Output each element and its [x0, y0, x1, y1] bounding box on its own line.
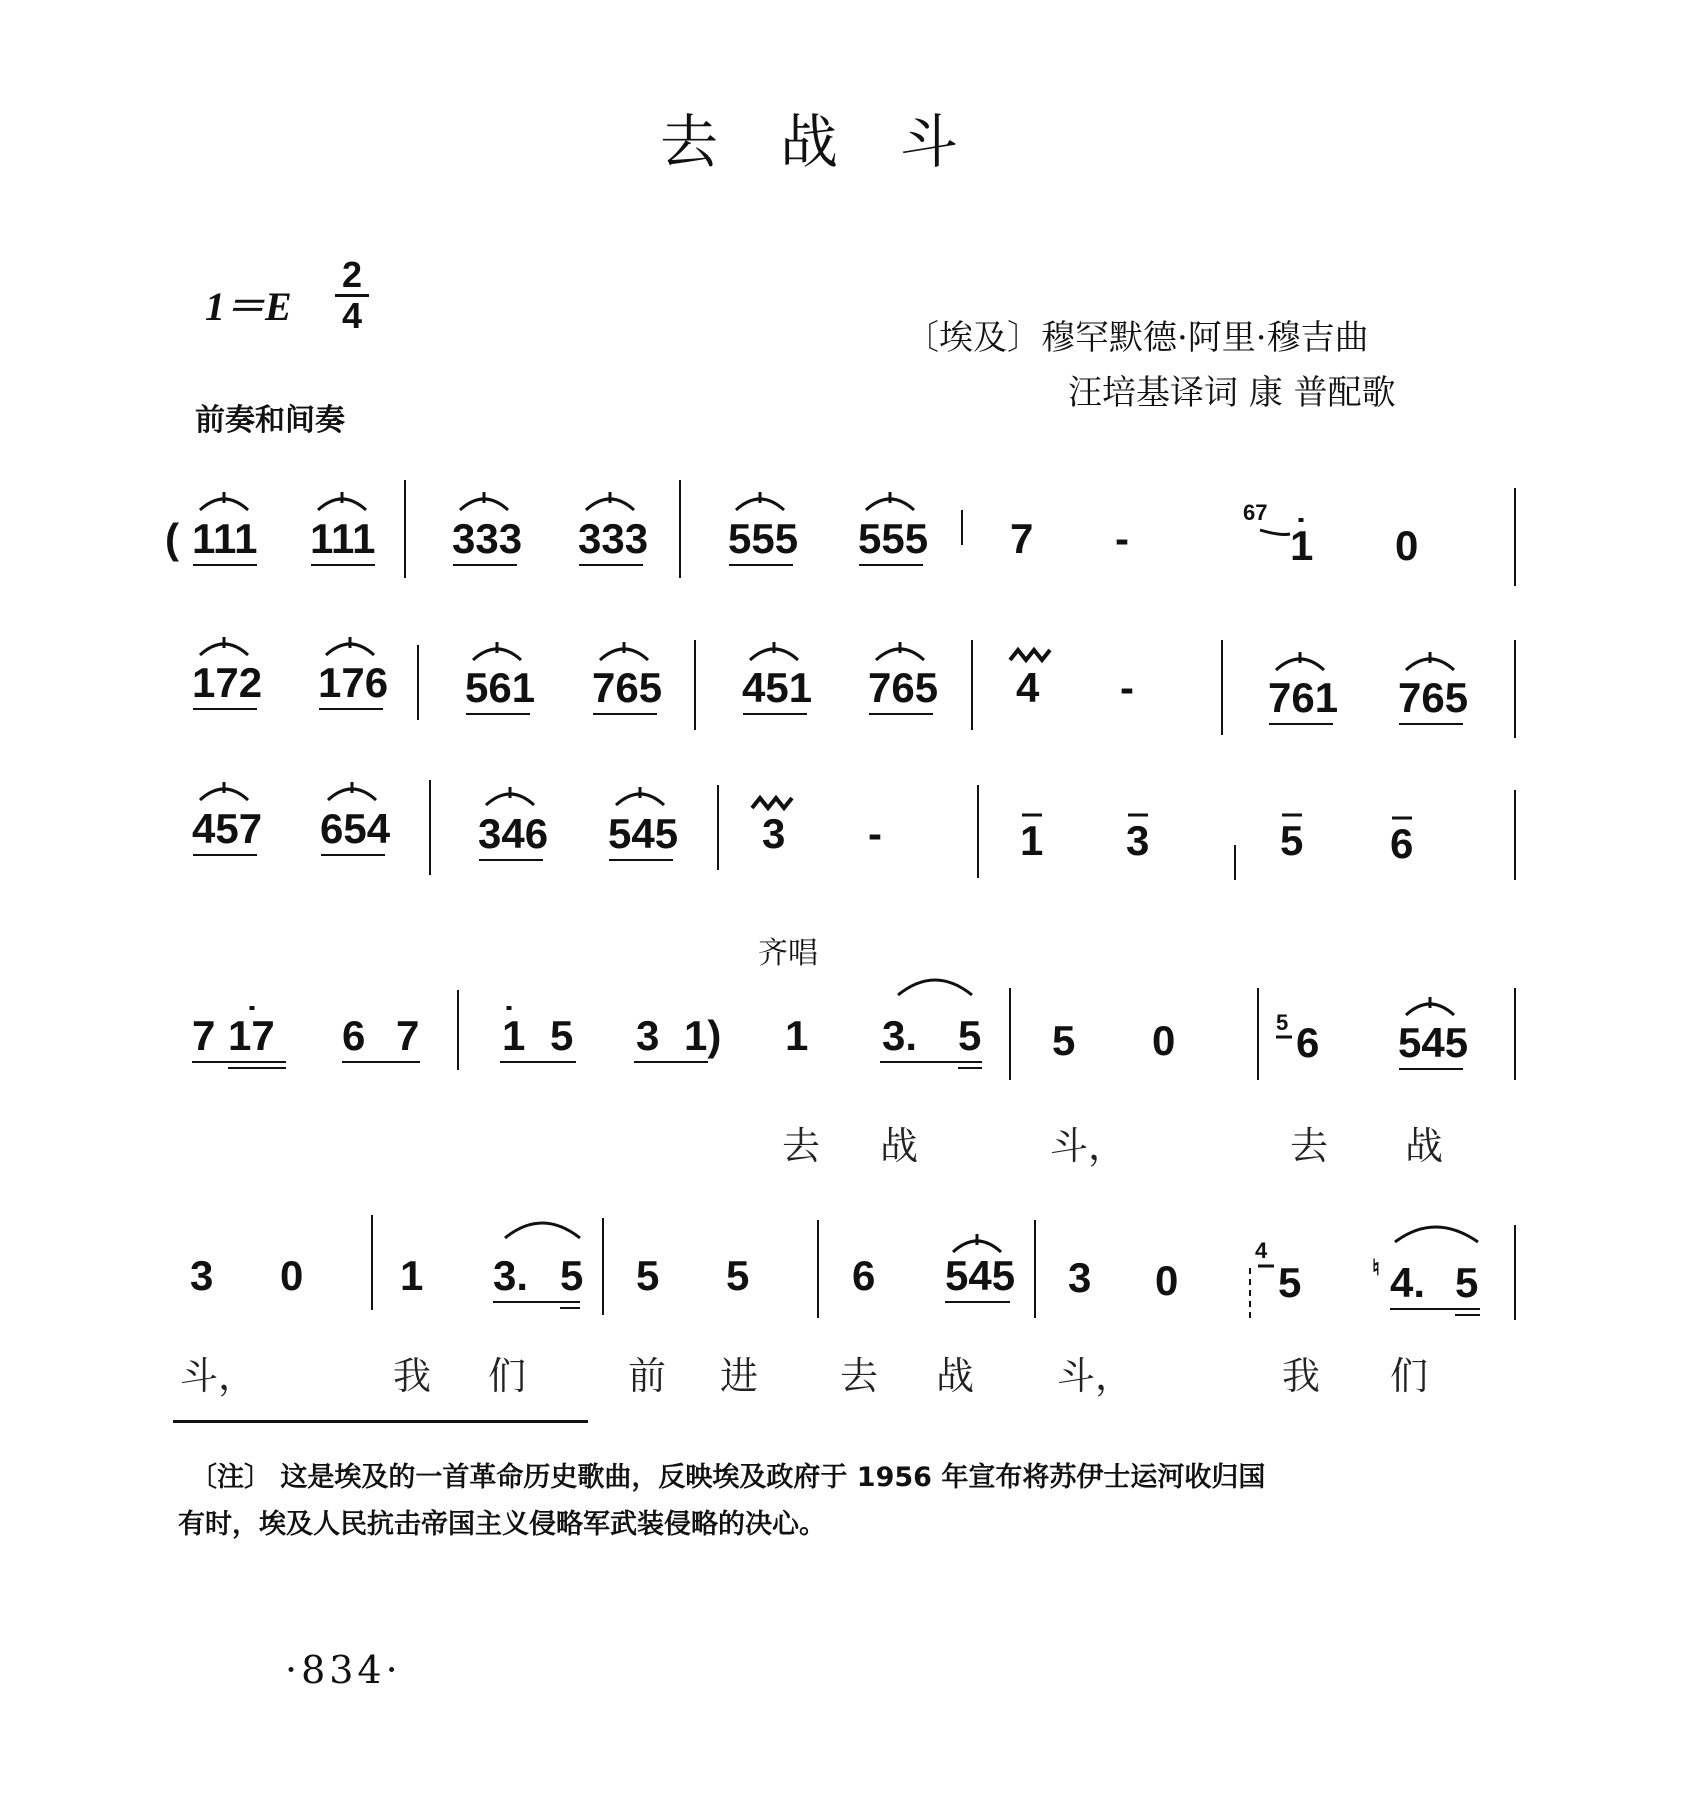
note: 3. [493, 1252, 529, 1299]
note-group: 761 [1268, 674, 1339, 721]
note: 6 [852, 1252, 876, 1299]
grace-notes: 67 [1243, 500, 1268, 525]
lyric: 斗， [1057, 1354, 1134, 1398]
row3 [192, 780, 1515, 880]
note: 5 [1052, 1017, 1076, 1064]
lyric: 我 [1282, 1354, 1321, 1398]
note-group: 111 [192, 515, 258, 562]
note-group: 561 [465, 664, 536, 711]
lyric: 前 [628, 1354, 667, 1398]
note: 1 [400, 1252, 424, 1299]
note-group: 333 [578, 515, 649, 562]
note-group: 545 [1398, 1019, 1469, 1066]
grace-note: 5 [1276, 1010, 1289, 1035]
note: 3 [636, 1012, 660, 1059]
note: 5 [636, 1252, 660, 1299]
note-group: 17 [228, 1012, 275, 1059]
footnote-line-1: 〔注〕 这是埃及的一首革命历史歌曲，反映埃及政府于 1956 年宣布将苏伊士运河收归国 [190, 1462, 1266, 1493]
note: 4. [1390, 1259, 1426, 1306]
lyric: 战 [880, 1124, 919, 1168]
note-group: 545 [945, 1252, 1016, 1299]
note: 3 [762, 810, 786, 857]
note-group: 765 [1398, 674, 1469, 721]
note: 1 [502, 1012, 526, 1059]
note: 0 [280, 1252, 304, 1299]
dash: - [1115, 515, 1129, 562]
row1 [165, 480, 1515, 586]
note: 3 [1126, 817, 1150, 864]
lyric: 去 [1290, 1124, 1329, 1168]
footnote-line-2: 有时，埃及人民抗击帝国主义侵略军武装侵略的决心。 [178, 1509, 826, 1540]
open-paren: ( [165, 515, 179, 562]
time-signature-bottom: 4 [341, 295, 363, 336]
note: 5 [1455, 1259, 1479, 1306]
lyric: 去 [840, 1354, 879, 1398]
unison-label: 齐唱 [758, 936, 818, 971]
note-group: 765 [868, 664, 939, 711]
note-group: 333 [452, 515, 523, 562]
note: 6 [342, 1012, 366, 1059]
row2 [192, 637, 1515, 738]
lyricist-credit: 汪培基译词 康 普配歌 [1068, 373, 1396, 413]
note: 0 [1395, 522, 1419, 569]
note: 5 [726, 1252, 750, 1299]
dash: - [1120, 664, 1134, 711]
note-group: 555 [858, 515, 929, 562]
footnote-rule [173, 1420, 588, 1423]
note: 0 [1155, 1257, 1179, 1304]
note: 7 [396, 1012, 420, 1059]
note: 5 [958, 1012, 982, 1059]
note-group: 555 [728, 515, 799, 562]
note: 6 [1296, 1019, 1320, 1066]
key-signature: 1＝E [205, 284, 292, 329]
page-number: ·834· [285, 1648, 402, 1692]
lyric: 们 [488, 1354, 527, 1398]
lyric: 斗， [1050, 1124, 1127, 1168]
note: 7 [1010, 515, 1034, 562]
lyric: 去 [782, 1124, 821, 1168]
note: 3 [190, 1252, 214, 1299]
note: 3 [1068, 1254, 1092, 1301]
note: 1 [785, 1012, 809, 1059]
grace-note: 4 [1255, 1238, 1268, 1263]
note: 5 [1278, 1259, 1302, 1306]
note-group: 111 [310, 515, 376, 562]
dash: - [868, 810, 882, 857]
lyric: 我 [393, 1354, 432, 1398]
note-group: 765 [592, 664, 663, 711]
lyric: 进 [720, 1354, 759, 1398]
note-group: 346 [478, 810, 549, 857]
song-title: 去战斗 [660, 108, 1021, 176]
note: 5 [1280, 817, 1304, 864]
lyric: 战 [1405, 1124, 1444, 1168]
composer-credit: 〔埃及〕穆罕默德·阿里·穆吉曲 [905, 318, 1369, 358]
natural-sign: ♮ [1372, 1255, 1380, 1280]
row4 [192, 980, 1515, 1080]
note: 1) [684, 1012, 722, 1059]
section-label-prelude: 前奏和间奏 [195, 403, 345, 438]
note: 7 [192, 1012, 216, 1059]
lyric: 斗， [180, 1354, 257, 1398]
note-group: 545 [608, 810, 679, 857]
note: 1 [1020, 817, 1044, 864]
lyric: 战 [936, 1354, 975, 1398]
row5 [190, 1215, 1515, 1320]
note: 6 [1390, 820, 1414, 867]
time-signature-top: 2 [341, 254, 363, 295]
note: 5 [550, 1012, 574, 1059]
note-group: 172 [192, 659, 263, 706]
note: 4 [1016, 664, 1040, 711]
note-group: 654 [320, 805, 391, 852]
note: 5 [560, 1252, 584, 1299]
note: 1 [1290, 522, 1314, 569]
lyric: 们 [1390, 1354, 1429, 1398]
note: 3. [882, 1012, 918, 1059]
note-group: 457 [192, 805, 263, 852]
note-group: 176 [318, 659, 389, 706]
note-group: 451 [742, 664, 813, 711]
note: 0 [1152, 1017, 1176, 1064]
